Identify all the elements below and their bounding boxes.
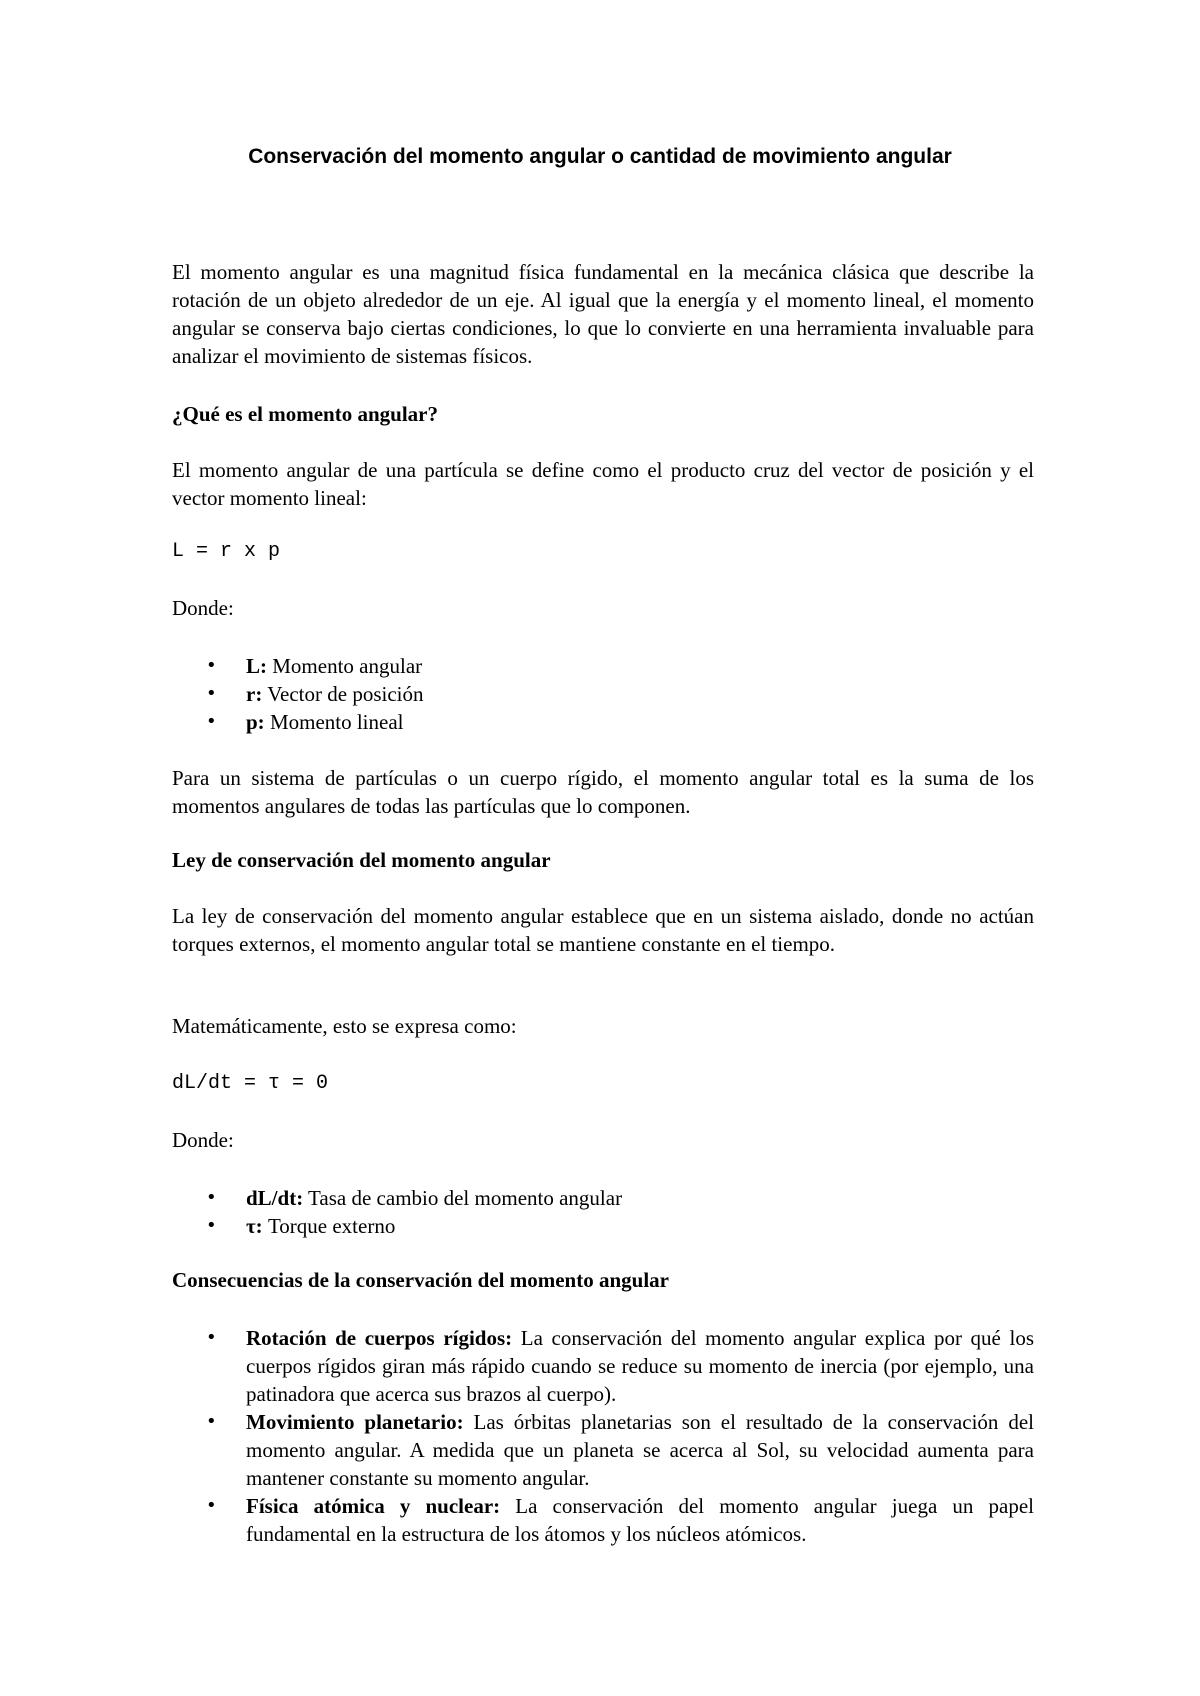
bullet-icon: • <box>206 1411 217 1432</box>
conservation-law-paragraph: La ley de conservación del momento angular establece que en un sistema aislado, donde no actúan torques externos, el momento angular total se mantiene constante en el tiempo. <box>172 904 1034 956</box>
list-item-term: Movimiento planetario: <box>246 1410 464 1434</box>
bullet-icon: • <box>206 1215 217 1236</box>
bullet-icon: • <box>206 1327 217 1348</box>
list-item <box>172 708 1034 736</box>
list-item <box>172 680 1034 708</box>
list-item-term: Física atómica y nuclear: <box>246 1494 501 1518</box>
section-heading-conservation-law: Ley de conservación del momento angular <box>172 848 551 872</box>
math-intro-paragraph: Matemáticamente, esto se expresa como: <box>172 1014 517 1038</box>
list-item-term: Rotación de cuerpos rígidos: <box>246 1326 513 1350</box>
section-heading-what-is: ¿Qué es el momento angular? <box>172 402 438 426</box>
list-item <box>172 652 1034 680</box>
bullet-icon: • <box>206 683 217 704</box>
list-item <box>172 1184 1034 1212</box>
consequences-list <box>172 1324 1034 1548</box>
list-item-text: Vector de posición <box>262 682 424 706</box>
list-item-text: La conservación del momento angular juega un papel fundamental en la estructura de los átomos y los núcleos atómicos. <box>246 1494 1034 1546</box>
conservation-formula: dL/dt = τ = 0 <box>172 1072 329 1095</box>
angular-momentum-formula: L = r x p <box>172 540 281 563</box>
conservation-terms-list <box>172 1184 1034 1240</box>
intro-paragraph: El momento angular es una magnitud física fundamental en la mecánica clásica que describe la rotación de un objeto alrededor de un eje. Al igual que la energía y el momento lineal, el momento angular se conserva bajo ciertas condiciones, lo que lo convierte en una herramienta invaluable para analizar el movimiento de sistemas físicos. <box>172 260 1034 368</box>
list-item-term: τ: <box>246 1214 263 1238</box>
list-item-term: r: <box>246 682 263 706</box>
list-item <box>172 1492 1034 1548</box>
system-paragraph: Para un sistema de partículas o un cuerpo rígido, el momento angular total es la suma de los momentos angulares de todas las partículas que lo componen. <box>172 766 1034 818</box>
bullet-icon: • <box>206 711 217 732</box>
section-heading-consequences: Consecuencias de la conservación del momento angular <box>172 1268 669 1292</box>
list-item-text: Tasa de cambio del momento angular <box>303 1186 623 1210</box>
list-item-text: Torque externo <box>262 1214 396 1238</box>
list-item-term: dL/dt: <box>246 1186 304 1210</box>
list-item-text: Momento lineal <box>264 710 404 734</box>
bullet-icon: • <box>206 1187 217 1208</box>
list-item-text: La conservación del momento angular explica por qué los cuerpos rígidos giran más rápido cuando se reduce su momento de inercia (por ejemplo, una patinadora que acerca sus brazos al cuerpo). <box>246 1326 1034 1406</box>
list-item <box>172 1408 1034 1492</box>
donde-label-2: Donde: <box>172 1128 234 1152</box>
donde-label-1: Donde: <box>172 596 234 620</box>
list-item-term: L: <box>246 654 267 678</box>
definition-paragraph: El momento angular de una partícula se define como el producto cruz del vector de posición y el vector momento lineal: <box>172 458 1034 510</box>
bullet-icon: • <box>206 655 217 676</box>
list-item <box>172 1212 1034 1240</box>
bullet-icon: • <box>206 1495 217 1516</box>
list-item-term: p: <box>246 710 265 734</box>
document-title: Conservación del momento angular o cantidad de movimiento angular <box>248 145 952 168</box>
list-item <box>172 1324 1034 1408</box>
definition-list <box>172 652 1034 736</box>
list-item-text: Momento angular <box>267 654 423 678</box>
list-item-text: Las órbitas planetarias son el resultado de la conservación del momento angular. A medida que un planeta se acerca al Sol, su velocidad aumenta para mantener constante su momento angular. <box>246 1410 1034 1490</box>
